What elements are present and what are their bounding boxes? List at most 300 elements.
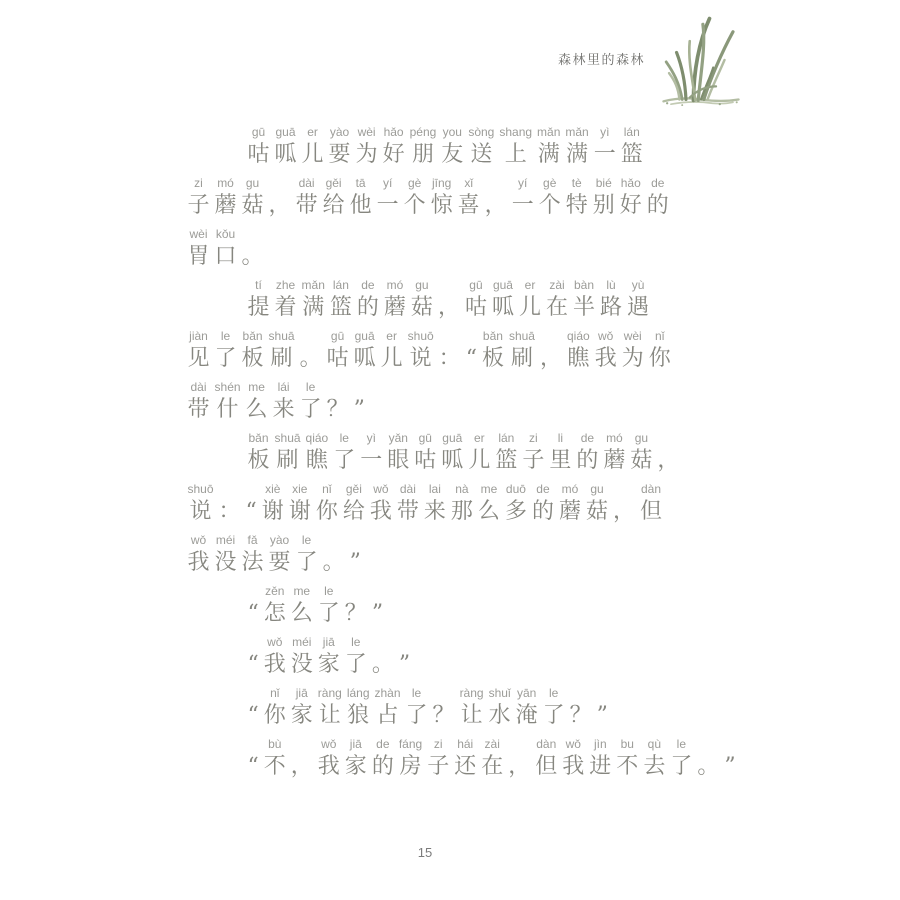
pinyin-annotation: dài	[298, 176, 315, 190]
hanzi-char: 淹	[515, 703, 538, 728]
pinyin-annotation: gěi	[345, 482, 362, 496]
hanzi-char: 子	[427, 754, 450, 779]
hanzi-char: 儿	[380, 346, 403, 371]
hanzi-token	[356, 124, 378, 169]
pinyin-annotation	[248, 634, 259, 651]
hanzi-token	[300, 379, 322, 424]
hanzi-char: 里	[549, 448, 572, 473]
hanzi-token	[300, 328, 322, 373]
hanzi-char: “	[465, 346, 477, 371]
hanzi-char: 咕	[326, 346, 349, 371]
pinyin-annotation: de	[651, 176, 665, 190]
hanzi-token	[372, 634, 394, 679]
pinyin-annotation: wǒ	[321, 737, 337, 751]
pinyin-annotation: yān	[516, 686, 537, 700]
hanzi-token	[188, 532, 210, 577]
hanzi-token	[586, 481, 608, 526]
pinyin-annotation: bié	[595, 176, 612, 190]
pinyin-annotation: lán	[332, 278, 349, 292]
hanzi-token	[262, 481, 284, 526]
hanzi-token	[451, 481, 473, 526]
pinyin-annotation	[570, 685, 592, 702]
pinyin-annotation: lái	[277, 380, 290, 394]
hanzi-char: 子	[187, 193, 210, 218]
hanzi-char: ”	[371, 601, 384, 626]
hanzi-char: 的	[356, 295, 379, 320]
pinyin-annotation	[327, 379, 349, 396]
hanzi-token	[466, 328, 477, 373]
hanzi-char: 但	[640, 499, 663, 524]
hanzi-char: 一	[593, 142, 616, 167]
hanzi-token	[431, 175, 453, 220]
hanzi-token	[597, 685, 608, 730]
pinyin-annotation: yí	[518, 176, 528, 190]
pinyin-annotation: yǎn	[388, 431, 408, 445]
hanzi-char: 上	[504, 142, 527, 167]
hanzi-token	[620, 175, 642, 220]
hanzi-token	[404, 175, 426, 220]
hanzi-token	[424, 481, 446, 526]
hanzi-token	[246, 379, 268, 424]
hanzi-char: “	[247, 703, 259, 728]
hanzi-char: 给	[342, 499, 365, 524]
pinyin-annotation	[246, 481, 257, 498]
pinyin-annotation	[657, 430, 679, 447]
hanzi-char: 带	[295, 193, 318, 218]
hanzi-char: 为	[621, 346, 644, 371]
hanzi-char: ，	[539, 346, 562, 371]
hanzi-char: 板	[481, 346, 504, 371]
hanzi-char: 什	[216, 397, 239, 422]
hanzi-token	[589, 736, 611, 781]
pinyin-annotation: wǒ	[565, 737, 581, 751]
hanzi-token	[627, 277, 649, 322]
pinyin-annotation: wǒ	[373, 482, 389, 496]
hanzi-token	[593, 175, 615, 220]
pinyin-annotation	[697, 736, 719, 753]
hanzi-token	[519, 277, 541, 322]
pinyin-annotation: le	[220, 329, 231, 343]
pinyin-annotation: wèi	[189, 227, 208, 241]
pinyin-annotation: gū	[251, 125, 266, 139]
hanzi-token	[188, 379, 210, 424]
hanzi-token	[248, 634, 259, 679]
pinyin-annotation: gěi	[325, 176, 342, 190]
hanzi-char: 篮	[620, 142, 643, 167]
hanzi-char: 个	[538, 193, 561, 218]
hanzi-token	[215, 175, 237, 220]
hanzi-char: 菇	[630, 448, 653, 473]
hanzi-char: 儿	[468, 448, 491, 473]
hanzi-token	[350, 175, 372, 220]
pinyin-annotation: jiā	[349, 737, 362, 751]
pinyin-annotation	[438, 277, 460, 294]
hanzi-token	[354, 379, 365, 424]
hanzi-char: 板	[241, 346, 264, 371]
pinyin-annotation: gu	[590, 482, 604, 496]
pinyin-annotation: tè	[571, 176, 582, 190]
hanzi-char: 让	[460, 703, 483, 728]
hanzi-token	[499, 124, 532, 169]
hanzi-char: 给	[322, 193, 345, 218]
pinyin-annotation: bu	[620, 737, 634, 751]
hanzi-char: 友	[441, 142, 464, 167]
pinyin-annotation: guā	[492, 278, 513, 292]
hanzi-char: 喜	[457, 193, 480, 218]
pinyin-annotation	[724, 736, 735, 753]
hanzi-char: 的	[646, 193, 669, 218]
pinyin-annotation: li	[557, 431, 564, 445]
text-line	[185, 328, 745, 373]
hanzi-token	[246, 481, 257, 526]
hanzi-char: ？	[326, 397, 349, 422]
hanzi-token	[535, 736, 557, 781]
hanzi-char: 要	[328, 142, 351, 167]
hanzi-token	[275, 124, 297, 169]
hanzi-token	[546, 277, 568, 322]
hanzi-token	[264, 634, 286, 679]
hanzi-token	[532, 481, 554, 526]
hanzi-char: 在	[481, 754, 504, 779]
hanzi-token	[543, 685, 565, 730]
hanzi-token	[316, 481, 338, 526]
hanzi-token	[567, 328, 590, 373]
hanzi-char: 带	[396, 499, 419, 524]
pinyin-annotation: shuā	[268, 329, 295, 343]
hanzi-char: ，	[613, 499, 636, 524]
hanzi-token	[387, 430, 409, 475]
hanzi-token	[458, 175, 480, 220]
hanzi-char: “	[247, 652, 259, 677]
pinyin-annotation: gu	[634, 431, 649, 445]
hanzi-char: ，	[484, 193, 507, 218]
pinyin-annotation: dàn	[536, 737, 557, 751]
pinyin-annotation: jiā	[295, 686, 308, 700]
hanzi-token	[318, 736, 340, 781]
pinyin-annotation: wǒ	[190, 533, 207, 547]
hanzi-char: ，	[437, 295, 460, 320]
hanzi-token	[621, 124, 643, 169]
hanzi-token	[427, 736, 449, 781]
hanzi-token	[516, 685, 538, 730]
hanzi-token	[291, 634, 313, 679]
hanzi-char: 了	[295, 550, 318, 575]
pinyin-annotation: jīng	[431, 176, 452, 190]
pinyin-annotation	[269, 175, 291, 192]
pinyin-annotation: er	[307, 125, 318, 139]
hanzi-char: 你	[263, 703, 286, 728]
pinyin-annotation: zi	[194, 176, 203, 190]
pinyin-annotation	[372, 634, 394, 651]
pinyin-annotation: dài	[399, 482, 416, 496]
hanzi-char: 蘑	[214, 193, 237, 218]
hanzi-token	[269, 175, 291, 220]
hanzi-char: 咕	[247, 142, 270, 167]
hanzi-char: 好	[619, 193, 642, 218]
hanzi-token	[357, 277, 379, 322]
pinyin-annotation: qù	[647, 737, 661, 751]
pinyin-annotation: bǎn	[248, 431, 269, 445]
hanzi-token	[537, 124, 560, 169]
text-line	[185, 736, 745, 781]
hanzi-char: 咕	[464, 295, 487, 320]
hanzi-char: 的	[531, 499, 554, 524]
pinyin-annotation: ràng	[459, 686, 484, 700]
hanzi-token	[291, 736, 313, 781]
pinyin-annotation: gu	[245, 176, 260, 190]
hanzi-token	[384, 277, 406, 322]
pinyin-annotation: dàn	[641, 482, 662, 496]
pinyin-annotation: me	[248, 380, 265, 394]
text-line	[185, 583, 745, 628]
text-line	[185, 430, 745, 475]
hanzi-token	[375, 685, 401, 730]
pinyin-annotation: méi	[215, 533, 236, 547]
hanzi-char: 让	[318, 703, 341, 728]
hanzi-char: 。	[322, 550, 345, 575]
hanzi-char: ：	[218, 499, 241, 524]
pinyin-annotation: jìn	[593, 737, 607, 751]
hanzi-token	[372, 583, 383, 628]
hanzi-token	[219, 481, 241, 526]
text-line	[185, 277, 745, 322]
hanzi-token	[485, 175, 507, 220]
pinyin-annotation: tí	[255, 278, 262, 292]
hanzi-token	[329, 124, 351, 169]
pinyin-annotation	[248, 583, 259, 600]
hanzi-char: 胃	[187, 244, 210, 269]
hanzi-token	[296, 532, 318, 577]
hanzi-char: 惊	[430, 193, 453, 218]
hanzi-token	[600, 277, 622, 322]
text-line	[185, 226, 745, 271]
hanzi-token	[565, 124, 588, 169]
hanzi-char: 的	[371, 754, 394, 779]
hanzi-token	[327, 328, 349, 373]
pinyin-annotation: jiàn	[189, 329, 208, 343]
pinyin-annotation: méi	[292, 635, 312, 649]
pinyin-annotation: le	[339, 431, 349, 445]
hanzi-char: 送	[470, 142, 493, 167]
hanzi-char: 呱	[491, 295, 514, 320]
hanzi-char: 来	[272, 397, 295, 422]
hanzi-token	[345, 634, 367, 679]
hanzi-token	[242, 226, 264, 271]
hanzi-token	[318, 634, 340, 679]
hanzi-char: 提	[247, 295, 270, 320]
hanzi-char: 路	[600, 295, 623, 320]
hanzi-char: ”	[596, 703, 608, 728]
hanzi-token	[354, 328, 376, 373]
hanzi-token	[370, 481, 392, 526]
hanzi-char: 我	[187, 550, 210, 575]
pinyin-annotation: kǒu	[215, 227, 236, 241]
hanzi-char: 你	[648, 346, 671, 371]
pinyin-annotation: zi	[529, 431, 538, 445]
hanzi-char: ”	[398, 652, 411, 677]
pinyin-annotation: wèi	[623, 329, 642, 343]
hanzi-token	[595, 328, 617, 373]
pinyin-annotation	[399, 634, 410, 651]
hanzi-char: 了	[542, 703, 565, 728]
pinyin-annotation: sòng	[468, 125, 495, 139]
hanzi-char: 刷	[276, 448, 299, 473]
pinyin-annotation: shang	[499, 125, 533, 139]
pinyin-annotation: guā	[275, 125, 296, 139]
hanzi-char: 了	[299, 397, 322, 422]
pinyin-annotation: nà	[455, 482, 469, 496]
pinyin-annotation: gè	[543, 176, 557, 190]
hanzi-token	[248, 430, 270, 475]
pinyin-annotation: yì	[366, 431, 376, 445]
hanzi-char: 。	[371, 652, 394, 677]
hanzi-char: 了	[344, 652, 367, 677]
pinyin-annotation: le	[305, 380, 316, 394]
hanzi-token	[318, 685, 342, 730]
hanzi-token	[248, 736, 259, 781]
hanzi-char: 菇	[585, 499, 608, 524]
hanzi-char: 在	[546, 295, 569, 320]
text-line	[185, 481, 745, 526]
hanzi-token	[406, 685, 428, 730]
hanzi-char: 蘑	[383, 295, 406, 320]
hanzi-token	[302, 277, 325, 322]
hanzi-char: 我	[562, 754, 585, 779]
hanzi-token	[603, 430, 625, 475]
hanzi-token	[441, 124, 463, 169]
pinyin-annotation	[508, 736, 530, 753]
hanzi-token	[215, 532, 237, 577]
hanzi-char: 呱	[441, 448, 464, 473]
pinyin-annotation: jiā	[322, 635, 335, 649]
hanzi-char: 房	[399, 754, 422, 779]
pinyin-annotation: lán	[498, 431, 515, 445]
hanzi-char: 我	[263, 652, 286, 677]
hanzi-token	[594, 124, 616, 169]
pinyin-annotation	[248, 685, 259, 702]
pinyin-annotation: zi	[433, 737, 443, 751]
hanzi-char: 说	[409, 346, 432, 371]
hanzi-token	[269, 328, 295, 373]
hanzi-char: 别	[592, 193, 615, 218]
hanzi-token	[630, 430, 652, 475]
hanzi-char: 个	[403, 193, 426, 218]
hanzi-token	[411, 277, 433, 322]
hanzi-char: 法	[241, 550, 264, 575]
pinyin-annotation	[372, 583, 383, 600]
pinyin-annotation: bàn	[574, 278, 595, 292]
hanzi-token	[397, 481, 419, 526]
pinyin-annotation: gū	[469, 278, 483, 292]
hanzi-token	[264, 685, 286, 730]
hanzi-token	[482, 328, 504, 373]
hanzi-token	[323, 175, 345, 220]
hanzi-char: 子	[522, 448, 545, 473]
hanzi-char: 瞧	[305, 448, 328, 473]
hanzi-token	[492, 277, 514, 322]
hanzi-token	[345, 736, 367, 781]
hanzi-token	[269, 532, 291, 577]
pinyin-annotation: shuō	[187, 482, 214, 496]
hanzi-token	[275, 277, 297, 322]
hanzi-char: 篮	[329, 295, 352, 320]
hanzi-char: 没	[290, 652, 313, 677]
hanzi-char: 家	[317, 652, 340, 677]
pinyin-annotation	[242, 226, 264, 243]
hanzi-char: 谢	[288, 499, 311, 524]
hanzi-token	[576, 430, 598, 475]
hanzi-char: 特	[565, 193, 588, 218]
pinyin-annotation: le	[301, 533, 312, 547]
hanzi-char: ，	[657, 448, 680, 473]
pinyin-annotation: zhe	[275, 278, 296, 292]
hanzi-char: 狼	[347, 703, 370, 728]
hanzi-char: 了	[670, 754, 693, 779]
pinyin-annotation	[300, 328, 322, 345]
pinyin-annotation	[597, 685, 608, 702]
pinyin-annotation: me	[293, 584, 311, 598]
hanzi-char: 但	[535, 754, 558, 779]
pinyin-annotation: shuā	[274, 431, 301, 445]
hanzi-char: 一	[511, 193, 534, 218]
hanzi-token	[302, 124, 324, 169]
pinyin-annotation: le	[676, 737, 686, 751]
pinyin-annotation: ràng	[317, 686, 342, 700]
hanzi-char: 不	[616, 754, 639, 779]
pinyin-annotation: er	[524, 278, 536, 292]
hanzi-char: 蘑	[603, 448, 626, 473]
hanzi-token	[264, 736, 286, 781]
hanzi-char: 水	[488, 703, 511, 728]
hanzi-token	[573, 277, 595, 322]
hanzi-char: 进	[589, 754, 612, 779]
pinyin-annotation	[485, 175, 507, 192]
hanzi-token	[613, 481, 635, 526]
pinyin-annotation: gū	[418, 431, 432, 445]
hanzi-char: 菇	[241, 193, 264, 218]
hanzi-token	[381, 328, 403, 373]
pinyin-annotation: dài	[190, 380, 207, 394]
pinyin-annotation: le	[411, 686, 422, 700]
hanzi-token	[215, 226, 237, 271]
text-line	[185, 634, 745, 679]
hanzi-token	[248, 685, 259, 730]
hanzi-char: 么	[477, 499, 500, 524]
hanzi-char: 了	[214, 346, 237, 371]
pinyin-annotation: gu	[415, 278, 429, 292]
hanzi-char: 么	[290, 601, 313, 626]
hanzi-char: 篮	[495, 448, 518, 473]
hanzi-char: ”	[724, 754, 736, 779]
hanzi-token	[188, 328, 210, 373]
hanzi-token	[399, 736, 422, 781]
pinyin-annotation: tā	[355, 176, 366, 190]
hanzi-char: 满	[566, 142, 589, 167]
hanzi-token	[454, 736, 476, 781]
hanzi-char: 口	[214, 244, 237, 269]
hanzi-token	[408, 328, 434, 373]
hanzi-token	[640, 481, 662, 526]
hanzi-char: ？	[344, 601, 367, 626]
hanzi-char: 蘑	[558, 499, 581, 524]
hanzi-token	[377, 175, 399, 220]
hanzi-token	[410, 124, 437, 169]
pinyin-annotation: fáng	[398, 737, 423, 751]
hanzi-token	[439, 328, 461, 373]
hanzi-token	[559, 481, 581, 526]
pinyin-annotation: bǎn	[242, 329, 263, 343]
hanzi-token	[215, 328, 237, 373]
